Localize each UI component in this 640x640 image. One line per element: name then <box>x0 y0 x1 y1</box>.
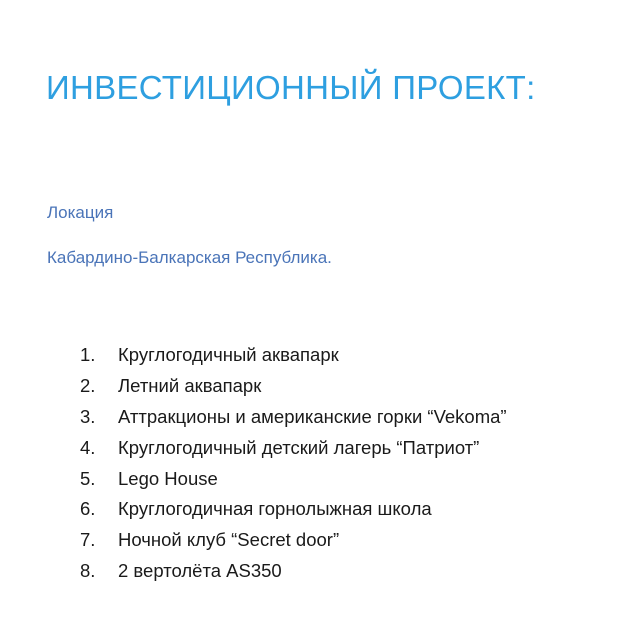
list-item-number: 6. <box>80 498 96 520</box>
list-item-text: Круглогодичная горнолыжная школа <box>118 498 432 520</box>
list-item-number: 8. <box>80 559 96 581</box>
project-list <box>80 340 507 586</box>
list-item <box>80 402 507 433</box>
list-item-text: Летний аквапарк <box>118 375 262 397</box>
location-label: Локация <box>47 203 114 222</box>
list-item-number: 7. <box>80 529 96 551</box>
list-item <box>80 525 507 556</box>
list-item <box>80 556 507 587</box>
list-item-text: Круглогодичный аквапарк <box>118 344 339 366</box>
list-item-number: 4. <box>80 436 96 458</box>
location-value: Кабардино-Балкарская Республика. <box>47 248 332 267</box>
list-item-number: 2. <box>80 375 96 397</box>
list-item-number: 5. <box>80 467 96 489</box>
list-item-text: Lego House <box>118 467 218 489</box>
list-item-text: Аттракционы и американские горки “Vekoma” <box>118 405 507 427</box>
list-item-number: 1. <box>80 344 96 366</box>
list-item <box>80 463 507 494</box>
list-item <box>80 432 507 463</box>
list-item <box>80 494 507 525</box>
list-item-number: 3. <box>80 405 96 427</box>
list-item <box>80 371 507 402</box>
list-item-text: 2 вертолёта AS350 <box>118 559 282 581</box>
page-title: ИНВЕСТИЦИОННЫЙ ПРОЕКТ: <box>46 69 536 106</box>
list-item-text: Круглогодичный детский лагерь “Патриот” <box>118 436 480 458</box>
list-item-text: Ночной клуб “Secret door” <box>118 529 340 551</box>
list-item <box>80 340 507 371</box>
